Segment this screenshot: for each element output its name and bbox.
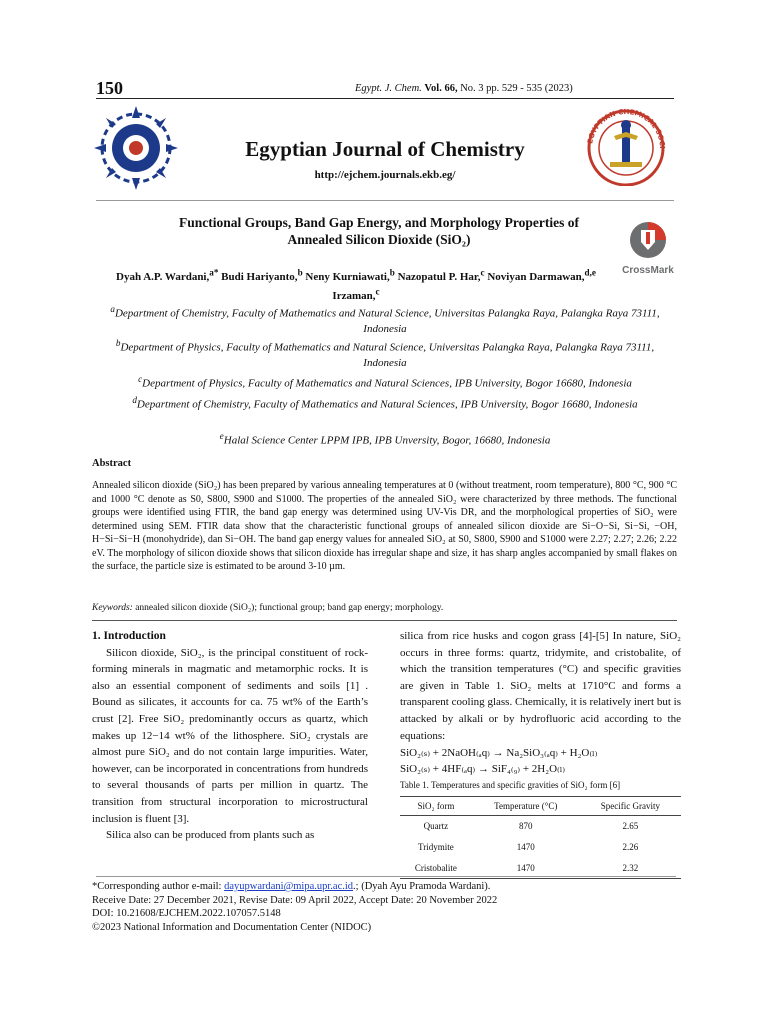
intro-paragraph-1: Silicon dioxide, SiO₂, is the principal constituent of rock-forming minerals in magmatic and metamorphic rocks. It is also an essential component of sediments and soils [1] . Bound as silicates, it accounts for ca. 75 wt% of the Earth’s crust [2]. Free SiO₂ predominantly occurs as quartz, which makes up 12−14 wt% of the lithosphere. SiO₂ crystals are almost pure SiO₂ and do not contain large impurities. Water, however, can be incorporated in concentrations from hundreds to several thousands of parts per million in quartz. The transition from structural incorporation to microstructural inclusion is fluent [3]. (92, 646, 368, 825)
equation-1: SiO₂₍ₛ₎ + 2NaOH₍ₐq₎ → Na₂SiO₃₍ₐq₎ + H₂O₍ₗ₎ (400, 747, 598, 760)
header-rule (96, 98, 674, 99)
crossmark-badge[interactable] (620, 220, 676, 276)
author-email-link[interactable]: dayupwardani@mipa.upr.ac.id (224, 881, 354, 892)
paper-title-line2: Annealed Silicon Dioxide (SiO₂) (287, 232, 471, 247)
table-row (400, 837, 681, 858)
article-dates: Receive Date: 27 December 2021, Revise Date: 09 April 2022, Accept Date: 20 November 2022 (92, 894, 498, 906)
abstract-text: Annealed silicon dioxide (SiO₂) has been prepared by various annealing temperatures at 0 (without treatment, room temperature), 800 °C, 900 °C and 1000 °C denote as S0, S800, S900 and S1000. The properties of the annealed SiO₂ were characterized by three methods. The functional groups were identified using FTIR, the band gap energy was determined using UV-Vis DR, and the morphological properties of SiO₂ were determined using SEM. FTIR data show that the characteristic functional groups of annealed silicon dioxide are Si−O−Si, Si−Si, −OH, H−Si−Si−H (monohydride), dan Si−OH. The band gap energy values for annealed SiO₂ at S0, S800, S900 and S1000 were 2.27; 2.27; 2.26; 2.22 eV. The morphology of silicon dioxide shows that silicon dioxide has irregular shape and size, it has sharp angles accompanied by small flakes on the surface, the particle size is estimated to be around 3-10 µm. (92, 480, 677, 572)
society-logo (580, 102, 672, 186)
table-cell: Cristobalite (400, 858, 472, 879)
abstract-heading: Abstract (92, 458, 132, 469)
intro-left-column (92, 628, 368, 844)
footnotes (92, 880, 682, 934)
volume: Vol. 66, (424, 83, 458, 94)
intro-right-column (400, 628, 681, 879)
table-cell: 2.26 (622, 841, 639, 852)
table-cell: 870 (519, 821, 533, 832)
paper-title-line1: Functional Groups, Band Gap Energy, and Morphology Properties of (178, 215, 580, 230)
table-cell: 2.32 (580, 858, 681, 879)
table-cell: Quartz (423, 821, 449, 832)
crossmark-icon (620, 220, 676, 262)
journal-abbrev: Egypt. J. Chem. (355, 83, 422, 94)
issue-pages: No. 3 pp. 529 - 535 (2023) (460, 83, 573, 94)
corresponding-author: *Corresponding author e-mail: dayupwardani@mipa.upr.ac.id.; (Dyah Ayu Pramoda Wardani). (92, 881, 491, 892)
keywords-label: Keywords: (92, 603, 133, 613)
keywords-text: annealed silicon dioxide (SiO₂); functional group; band gap energy; morphology. (135, 603, 444, 613)
doi[interactable]: DOI: 10.21608/EJCHEM.2022.107057.5148 (92, 908, 281, 920)
author: Irzaman,$^c$ (332, 286, 380, 303)
author-list (96, 265, 616, 304)
footnote-rule (96, 876, 676, 877)
table-cell: Tridymite (418, 841, 454, 852)
table-header-cell: SiO₂ form (400, 796, 472, 816)
table-header-row (400, 796, 681, 816)
author: Neny Kurniawati,$^b$ (302, 267, 395, 283)
table-cell: 1470 (516, 841, 535, 852)
citation-line (355, 83, 573, 94)
intro-paragraph-2: Silica also can be produced from plants such as (106, 829, 315, 842)
society-logo-text: EGYPTIAN CHEMICAL SOCI (586, 107, 667, 149)
table-cell: 1470 (472, 858, 580, 879)
journal-url[interactable]: http://ejchem.journals.ekb.eg/ (314, 169, 456, 181)
equation-2: SiO₂₍ₛ₎ + 4HF₍ₐq₎ → SiF₄₍₉₎ + 2H₂O₍ₗ₎ (400, 763, 566, 776)
author: Noviyan Darmawan,$^{d,e}$ (484, 267, 596, 283)
keywords (92, 603, 677, 613)
crossmark-label: CrossMark (622, 265, 674, 276)
table-caption: Table 1. Temperatures and specific gravities of SiO₂ form [6] (400, 780, 621, 791)
section-heading: 1. Introduction (92, 630, 166, 642)
intro-paragraph-3: silica from rice husks and cogon grass [4]-[5] In nature, SiO₂ occurs in three forms: quartz, tridymite, and cristobalite, of which the transition temperatures (°C) and specific gravities are given in Table 1. SiO₂ melts at 1710°C and forms a transparent cooling glass. Chemically, it is relatively inert but is attacked by alkali or by hydrofluoric acid according to the equations: (400, 630, 681, 742)
author: Nazopatul P. Har,$^c$ (394, 267, 485, 283)
affiliation-d: $^d$Department of Chemistry, Faculty of Mathematics and Natural Sciences, IPB University, Bogor 16680, Indonesia (132, 395, 638, 411)
table-1 (400, 796, 681, 879)
affiliation-e: $^e$Halal Science Center LPPM IPB, IPB Unversity, Bogor, 16680, Indonesia (219, 431, 551, 447)
table-cell: 2.65 (622, 821, 639, 832)
paper-title (96, 214, 662, 248)
author: Dyah A.P. Wardani,$^{a*}$ (116, 267, 219, 283)
journal-title: Egyptian Journal of Chemistry (245, 137, 525, 161)
masthead-rule (96, 200, 674, 201)
table-header-cell: Temperature (°C) (472, 796, 580, 816)
copyright: ©2023 National Information and Documentation Center (NIDOC) (92, 921, 372, 933)
affiliation-a: $^a$Department of Chemistry, Faculty of Mathematics and Natural Science, Universitas Palangka Raya, Palangka Raya 73111, Indonesia (110, 304, 660, 335)
table-header-cell: Specific Gravity (580, 796, 681, 816)
table-row (400, 816, 681, 837)
page-number: 150 (96, 78, 123, 98)
keywords-rule (92, 620, 677, 621)
affiliation-b: $^b$Department of Physics, Faculty of Mathematics and Natural Science, Universitas Palangka Raya, Palangka Raya 73111, Indonesia (115, 338, 655, 369)
affiliation-c: $^c$Department of Physics, Faculty of Mathematics and Natural Sciences, IPB University, Bogor 16680, Indonesia (138, 374, 632, 390)
author: Budi Hariyanto,$^b$ (218, 267, 303, 283)
